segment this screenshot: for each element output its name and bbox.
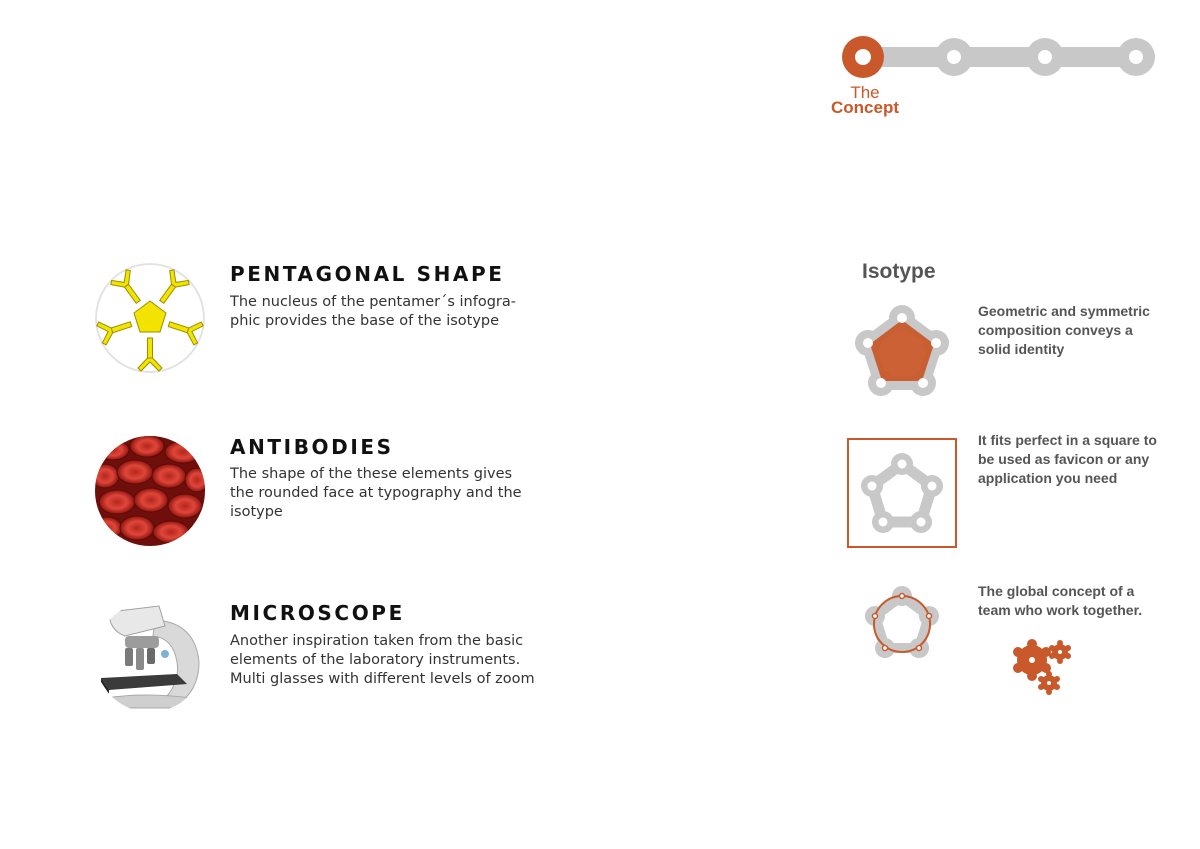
concept-progress-stepper	[838, 33, 1162, 83]
stepper-step-2[interactable]	[935, 38, 973, 76]
stepper-step-1[interactable]	[842, 36, 884, 78]
section-body-pentagonal-shape: The nucleus of the pentamer´s infogra- phic provides the base of the isotype	[230, 294, 517, 329]
isotype-ring-logo	[858, 582, 946, 666]
pentamer-antibody-icon	[95, 263, 205, 373]
isotype-note-favicon: It fits perfect in a square to be used as favicon or any application you need	[978, 432, 1157, 486]
section-body-antibodies: The shape of the these elements gives the rounded face at typography and the isotype	[230, 466, 522, 520]
red-blood-cells-photo	[95, 436, 205, 546]
isotype-note-team: The global concept of a team who work together.	[978, 583, 1143, 618]
microscope-photo	[95, 602, 205, 712]
stepper-step-4[interactable]	[1117, 38, 1155, 76]
isotype-heading: Isotype	[862, 260, 936, 283]
section-title-antibodies: ANTIBODIES	[230, 435, 394, 459]
stepper-label-line2: Concept	[831, 98, 899, 117]
stepper-track	[858, 47, 1148, 67]
section-title-pentagonal-shape: PENTAGONAL SHAPE	[230, 262, 505, 286]
isotype-favicon-square	[847, 438, 957, 548]
isotype-note-geometric: Geometric and symmetric composition conveys a solid identity	[978, 303, 1150, 357]
section-body-microscope: Another inspiration taken from the basic elements of the laboratory instruments. Multi glasses with different levels of zoom	[230, 633, 535, 687]
isotype-pentagon-logo	[844, 298, 960, 410]
team-gears-icon	[1010, 638, 1076, 696]
stepper-label-line1: The	[850, 83, 880, 102]
section-title-microscope: MICROSCOPE	[230, 601, 405, 625]
stepper-step-3[interactable]	[1026, 38, 1064, 76]
